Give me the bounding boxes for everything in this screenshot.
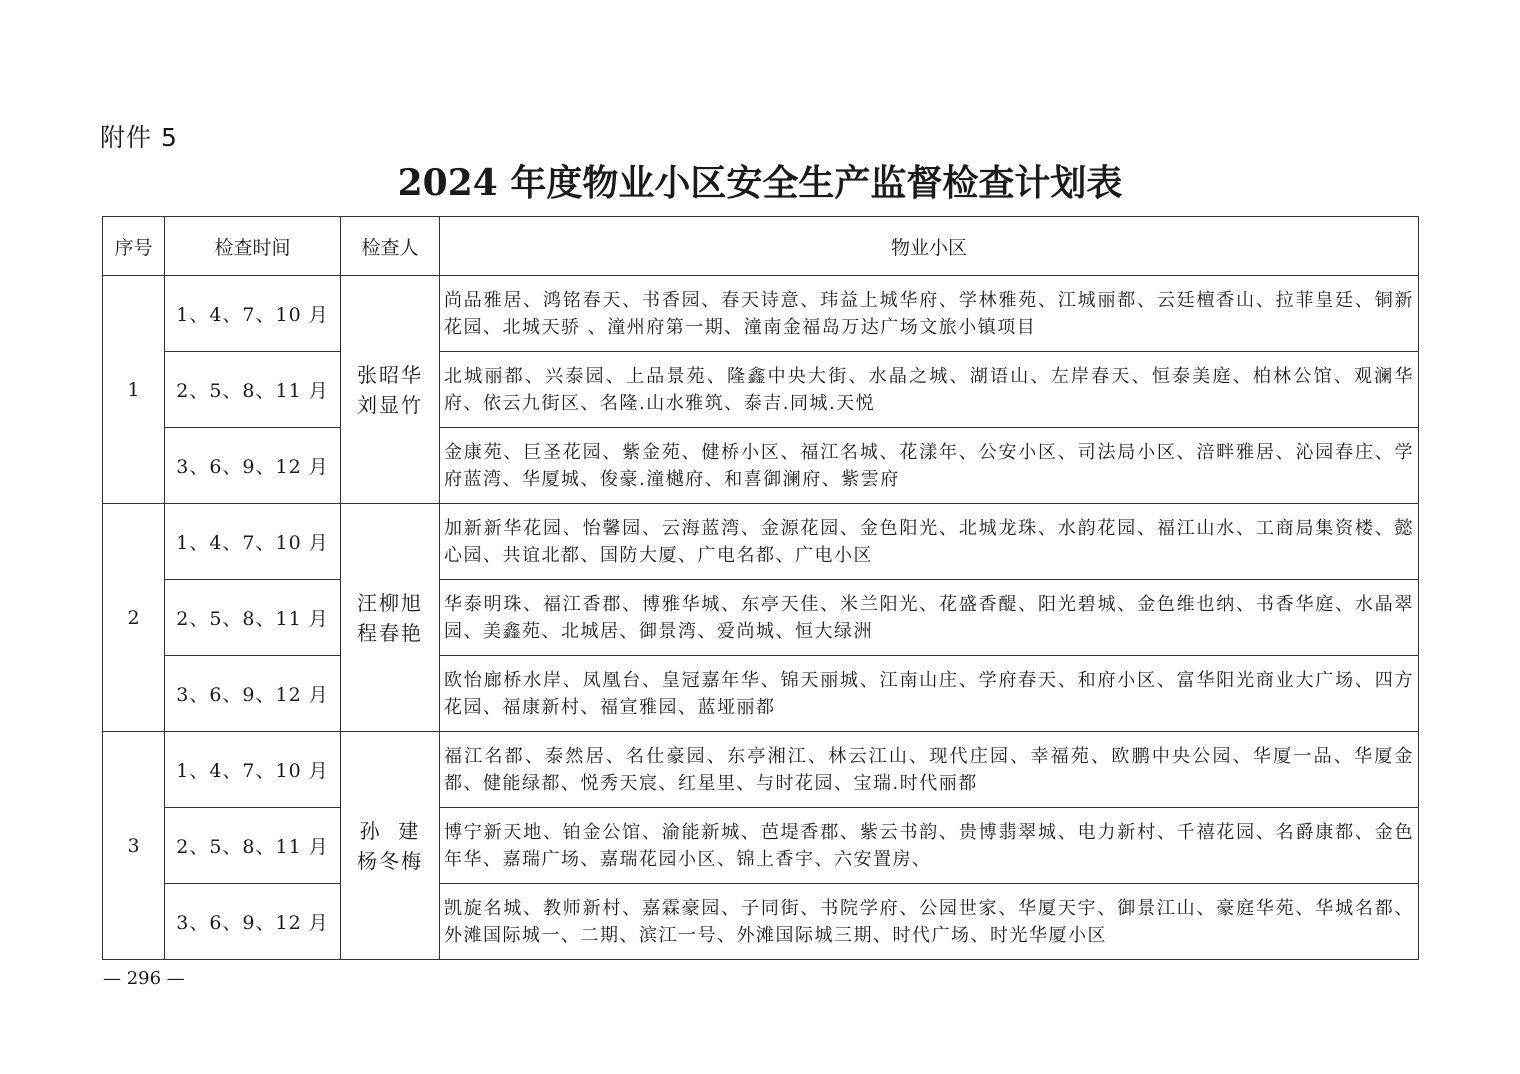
inspector-name: 刘显竹 [357, 392, 423, 417]
table-row [103, 808, 1419, 884]
properties-cell: 金康苑、巨圣花园、紫金苑、健桥小区、福江名城、花漾年、公安小区、司法局小区、涪畔雅居、沁园春庄、学府蓝湾、华厦城、俊豪.潼樾府、和喜御澜府、紫雲府 [440, 428, 1419, 504]
time-cell: 1、4、7、10 月 [165, 504, 341, 580]
inspector-name: 杨冬梅 [357, 848, 423, 873]
properties-cell: 福江名都、泰然居、名仕豪园、东亭湘江、林云江山、现代庄园、幸福苑、欧鹏中央公园、华厦一品、华厦金都、健能绿都、悦秀天宸、红星里、与时花园、宝瑞.时代丽都 [440, 732, 1419, 808]
seq-cell: 2 [103, 504, 165, 732]
table-row [103, 656, 1419, 732]
table-header-row [103, 217, 1419, 276]
inspector-cell [341, 276, 440, 504]
time-cell: 3、6、9、12 月 [165, 656, 341, 732]
time-cell: 3、6、9、12 月 [165, 884, 341, 960]
inspector-name: 张昭华 [357, 362, 423, 387]
table-row [103, 732, 1419, 808]
time-cell: 3、6、9、12 月 [165, 428, 341, 504]
table-row [103, 580, 1419, 656]
table-row [103, 276, 1419, 352]
page-title: 2024 年度物业小区安全生产监督检查计划表 [397, 162, 1123, 204]
properties-cell: 北城丽都、兴泰园、上品景苑、隆鑫中央大街、水晶之城、湖语山、左岸春天、恒泰美庭、柏林公馆、观澜华府、依云九街区、名隆.山水雅筑、泰吉.同城.天悦 [440, 352, 1419, 428]
table-row [103, 428, 1419, 504]
inspector-cell [341, 504, 440, 732]
seq-cell: 1 [103, 276, 165, 504]
time-cell: 1、4、7、10 月 [165, 276, 341, 352]
header-seq: 序号 [103, 217, 165, 276]
inspector-name: 汪柳旭 [357, 590, 423, 615]
table-row [103, 504, 1419, 580]
properties-cell: 加新新华花园、怡馨园、云海蓝湾、金源花园、金色阳光、北城龙珠、水韵花园、福江山水、工商局集资楼、懿心园、共谊北都、国防大厦、广电名都、广电小区 [440, 504, 1419, 580]
attachment-label: 附件 5 [100, 123, 178, 152]
page-number: — 296 — [103, 968, 185, 989]
properties-cell: 欧怡廊桥水岸、凤凰台、皇冠嘉年华、锦天丽城、江南山庄、学府春天、和府小区、富华阳光商业大广场、四方花园、福康新村、福宣雅园、蓝垭丽都 [440, 656, 1419, 732]
header-properties: 物业小区 [440, 217, 1419, 276]
time-cell: 1、4、7、10 月 [165, 732, 341, 808]
inspector-cell [341, 732, 440, 960]
header-inspector: 检查人 [341, 217, 440, 276]
seq-cell: 3 [103, 732, 165, 960]
properties-cell: 博宁新天地、铂金公馆、渝能新城、芭堤香郡、紫云书韵、贵博翡翠城、电力新村、千禧花园、名爵康都、金色年华、嘉瑞广场、嘉瑞花园小区、锦上香宇、六安置房、 [440, 808, 1419, 884]
inspection-plan-table [102, 216, 1419, 960]
time-cell: 2、5、8、11 月 [165, 808, 341, 884]
inspector-name: 程春艳 [357, 620, 423, 645]
inspector-name: 孙 建 [359, 818, 421, 843]
table-row [103, 352, 1419, 428]
table-row [103, 884, 1419, 960]
properties-cell: 凯旋名城、教师新村、嘉霖豪园、子同街、书院学府、公园世家、华厦天宇、御景江山、豪庭华苑、华城名都、外滩国际城一、二期、滨江一号、外滩国际城三期、时代广场、时光华厦小区 [440, 884, 1419, 960]
header-time: 检查时间 [165, 217, 341, 276]
properties-cell: 华泰明珠、福江香郡、博雅华城、东亭天佳、米兰阳光、花盛香醍、阳光碧城、金色维也纳、书香华庭、水晶翠园、美鑫苑、北城居、御景湾、爱尚城、恒大绿洲 [440, 580, 1419, 656]
properties-cell: 尚品雅居、鸿铭春天、书香园、春天诗意、玮益上城华府、学林雅苑、江城丽都、云廷檀香山、拉菲皇廷、铜新花园、北城天骄 、潼州府第一期、潼南金福岛万达广场文旅小镇项目 [440, 276, 1419, 352]
time-cell: 2、5、8、11 月 [165, 580, 341, 656]
time-cell: 2、5、8、11 月 [165, 352, 341, 428]
